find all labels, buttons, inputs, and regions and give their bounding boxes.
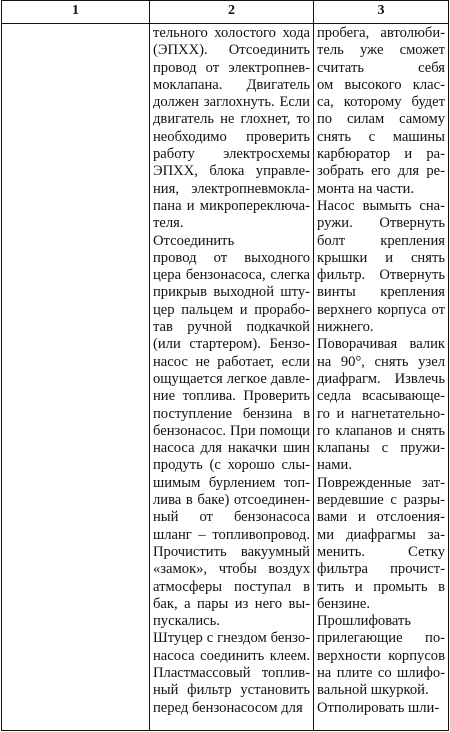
text-line: тить и промыть в	[317, 578, 445, 595]
text-line: нижнего.	[317, 319, 374, 336]
text-line: двигатель не глохнет, то	[153, 111, 310, 128]
text-line: по силам самому	[317, 111, 445, 128]
text-line: прикрыв выходной шту-	[153, 284, 310, 301]
text-line: ЭПХХ, блока управле-	[153, 163, 310, 180]
col2-paragraph	[153, 25, 310, 233]
text-line: ный от бензонасоса	[153, 509, 310, 526]
text-line: тель уже сможет	[317, 42, 445, 59]
col3-paragraph	[317, 198, 445, 336]
text-line: работу электросхемы	[153, 146, 310, 163]
text-line: насоса для накачки шин	[153, 440, 310, 457]
text-line: на 90°, снять узел	[317, 353, 445, 370]
text-line: тельного холостого хода	[153, 25, 310, 41]
text-line: провод от электропнев-	[153, 59, 310, 76]
text-line: Насос вымыть сна-	[317, 197, 445, 214]
text-line: фильтр. Отвернуть	[317, 267, 445, 284]
text-line: го и нагнетательно-	[317, 405, 445, 422]
column-3-cell	[314, 24, 449, 731]
text-line: зобрать его для ре-	[317, 163, 445, 180]
text-line: пробега, автолюби-	[317, 25, 445, 41]
text-line: провод от выходного	[153, 249, 310, 266]
column-1-cell	[2, 24, 150, 731]
repair-table	[1, 0, 449, 731]
text-line: Прошлифовать	[317, 613, 412, 630]
text-line: ми диафрагмы за-	[317, 526, 445, 543]
text-line: тав ручной подкачкой	[153, 319, 310, 336]
text-line: атмосферы поступал в	[153, 578, 310, 595]
text-line: ный фильтр установить	[153, 682, 310, 699]
text-line: са, которому будет	[317, 94, 445, 111]
text-line: бензине.	[317, 595, 371, 612]
column-header-1: 1	[2, 1, 150, 24]
text-line: прилегающие по-	[317, 630, 445, 647]
text-line: (ЭПХХ). Отсоединить	[153, 42, 310, 59]
text-line: диафрагм. Извлечь	[317, 370, 445, 387]
column-2-cell	[150, 24, 314, 731]
text-line: считать себя	[317, 59, 445, 76]
text-line: крышки и снять	[317, 249, 445, 266]
text-line: нами.	[317, 457, 352, 474]
column-header-2: 2	[150, 1, 314, 24]
col3-paragraph	[317, 613, 445, 699]
text-line: карбюратор и ра-	[317, 146, 445, 163]
text-line: бензонасос. При помощи	[153, 422, 310, 439]
text-line: седла всасывающе-	[317, 388, 445, 405]
text-line: Штуцер с гнездом бензо-	[153, 630, 310, 647]
text-line: менить. Сетку	[317, 543, 445, 560]
text-line: клапаны с пружи-	[317, 440, 445, 457]
text-line: Отполировать шли-	[317, 699, 440, 716]
text-line: продуть (с хорошо слы-	[153, 457, 310, 474]
text-line: теля.	[153, 215, 184, 232]
text-line: шланг – топливопровод.	[153, 526, 310, 543]
text-line: перед бензонасосом для	[153, 699, 303, 716]
col3-paragraph	[317, 700, 445, 717]
text-line: ощущается легкое давле-	[153, 370, 310, 387]
col2-paragraph	[153, 233, 310, 631]
text-line: насос не работает, если	[153, 353, 310, 370]
text-line: ние топлива. Проверить	[153, 388, 310, 405]
text-line: на плите со шлифо-	[317, 664, 445, 681]
text-line: шимым бурлением топ-	[153, 474, 310, 491]
text-line: бак, а пары из него вы-	[153, 595, 310, 612]
text-line: вами и отслоения-	[317, 509, 445, 526]
text-line: фильтра прочист-	[317, 561, 445, 578]
text-line: Прочистить вакуумный	[153, 543, 310, 560]
text-line: Поворачивая валик	[317, 336, 445, 353]
text-line: должен заглохнуть. Если	[153, 94, 310, 111]
text-line: пана и микропереключа-	[153, 197, 310, 214]
text-line: го клапанов и снять	[317, 422, 445, 439]
text-line: ружи. Отвернуть	[317, 215, 445, 232]
text-line: Поврежденные зат-	[317, 474, 445, 491]
text-line: снять с машины	[317, 128, 445, 145]
text-line: ом высокого клас-	[317, 76, 445, 93]
text-line: поступление бензина в	[153, 405, 310, 422]
text-line: цера бензонасоса, слегка	[153, 267, 310, 284]
text-line: болт крепления	[317, 232, 445, 249]
col3-paragraph	[317, 25, 445, 198]
text-line: винты крепления	[317, 284, 445, 301]
text-line: лива в баке) отсоединен-	[153, 492, 310, 509]
text-line: вердевшие с разры-	[317, 492, 445, 509]
text-line: необходимо проверить	[153, 128, 310, 145]
text-line: цер пальцем и прорабо-	[153, 301, 310, 318]
text-line: моклапана. Двигатель	[153, 76, 310, 93]
text-line: верхнего корпуса от	[317, 301, 445, 318]
table-row	[2, 24, 449, 731]
header-row	[2, 1, 449, 24]
col3-paragraph	[317, 336, 445, 474]
col2-paragraph	[153, 630, 310, 716]
text-line: верхности корпусов	[317, 647, 445, 664]
text-line: Пластмассовый топлив-	[153, 664, 310, 681]
text-line: «замок», чтобы воздух	[153, 561, 310, 578]
column-header-3: 3	[314, 1, 449, 24]
text-line: монта на части.	[317, 180, 415, 197]
text-line: вальной шкуркой.	[317, 682, 429, 699]
text-line: пускались.	[153, 613, 220, 630]
text-line: (или стартером). Бензо-	[153, 336, 310, 353]
text-line: Отсоединить	[153, 232, 235, 249]
text-line: ния, электропневмокла-	[153, 180, 310, 197]
text-line: насоса соединить клеем.	[153, 647, 310, 664]
col3-paragraph	[317, 475, 445, 613]
